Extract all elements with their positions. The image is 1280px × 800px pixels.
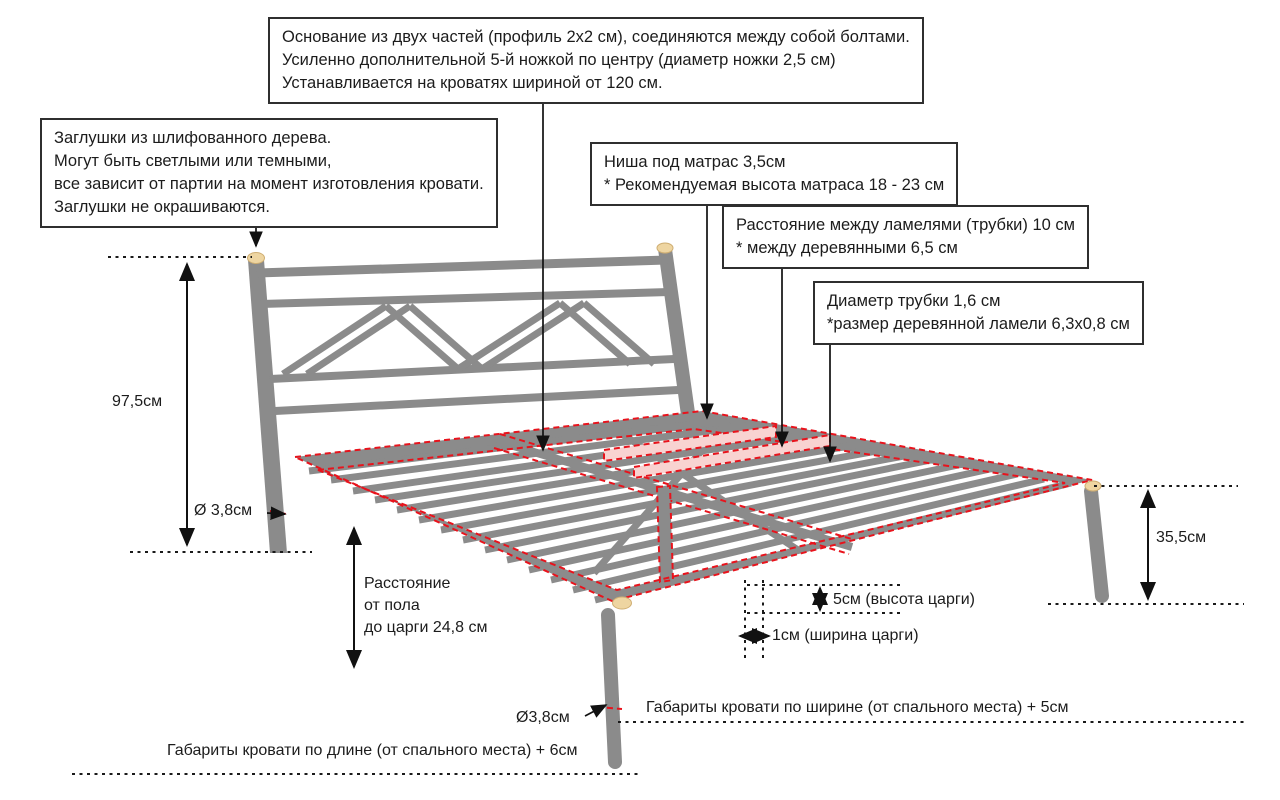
label-tsarga-height: 5см (высота царги) bbox=[833, 591, 975, 608]
headboard-rail bbox=[261, 292, 669, 304]
label-leg-diameter-left: Ø 3,8см bbox=[194, 502, 253, 519]
callout-lamels-line: Расстояние между ламелями (трубки) 10 см bbox=[736, 216, 1075, 234]
callout-niche-line: Ниша под матрас 3,5см bbox=[604, 153, 786, 171]
callout-lamels-line: * между деревянными 6,5 см bbox=[736, 239, 958, 257]
callout-caps-line: все зависит от партии на момент изготовления кровати. bbox=[54, 175, 484, 193]
wood-cap bbox=[613, 597, 632, 609]
leader-leg-dia-left bbox=[267, 513, 285, 514]
callout-niche bbox=[590, 142, 958, 206]
leader-leg-dia-bottom bbox=[585, 705, 606, 716]
label-overall-length: Габариты кровати по длине (от спального места) + 6см bbox=[167, 742, 578, 759]
wood-cap bbox=[1085, 481, 1101, 491]
callout-base-line: Устанавливается на кроватях шириной от 120 см. bbox=[282, 74, 663, 92]
callout-caps bbox=[40, 118, 498, 228]
callout-base-line: Усиленно дополнительной 5-й ножкой по центру (диаметр ножки 2,5 см) bbox=[282, 51, 836, 69]
callout-caps-line: Заглушки из шлифованного дерева. bbox=[54, 129, 332, 147]
headboard-rail bbox=[275, 390, 678, 411]
callout-caps-line: Заглушки не окрашиваются. bbox=[54, 198, 270, 216]
callout-tube bbox=[813, 281, 1144, 345]
callout-niche-line: * Рекомендуемая высота матраса 18 - 23 см bbox=[604, 176, 945, 194]
callout-base bbox=[268, 17, 924, 104]
callout-tube-line: Диаметр трубки 1,6 см bbox=[827, 292, 1001, 310]
label-tsarga-width: 1см (ширина царги) bbox=[772, 627, 919, 644]
callout-tube-line: *размер деревянной ламели 6,3х0,8 см bbox=[827, 315, 1130, 333]
foot-left-leg bbox=[608, 615, 615, 762]
callout-lamels bbox=[722, 205, 1089, 269]
label-foot-height: 35,5см bbox=[1156, 529, 1207, 546]
callout-base-line: Основание из двух частей (профиль 2х2 см), соединяются между собой болтами. bbox=[282, 28, 910, 46]
label-leg-diameter-bottom: Ø3,8см bbox=[516, 709, 570, 726]
label-floor-to-tsarga: Расстояние от пола до царги 24,8 см bbox=[364, 575, 488, 636]
wood-cap bbox=[248, 253, 265, 264]
label-headboard-height: 97,5см bbox=[112, 393, 163, 410]
callout-caps-line: Могут быть светлыми или темными, bbox=[54, 152, 332, 170]
foot-right-leg bbox=[1091, 491, 1102, 596]
label-overall-width: Габариты кровати по ширине (от спального места) + 5см bbox=[646, 699, 1069, 716]
wood-cap bbox=[657, 243, 673, 253]
headboard-rail bbox=[257, 260, 667, 273]
